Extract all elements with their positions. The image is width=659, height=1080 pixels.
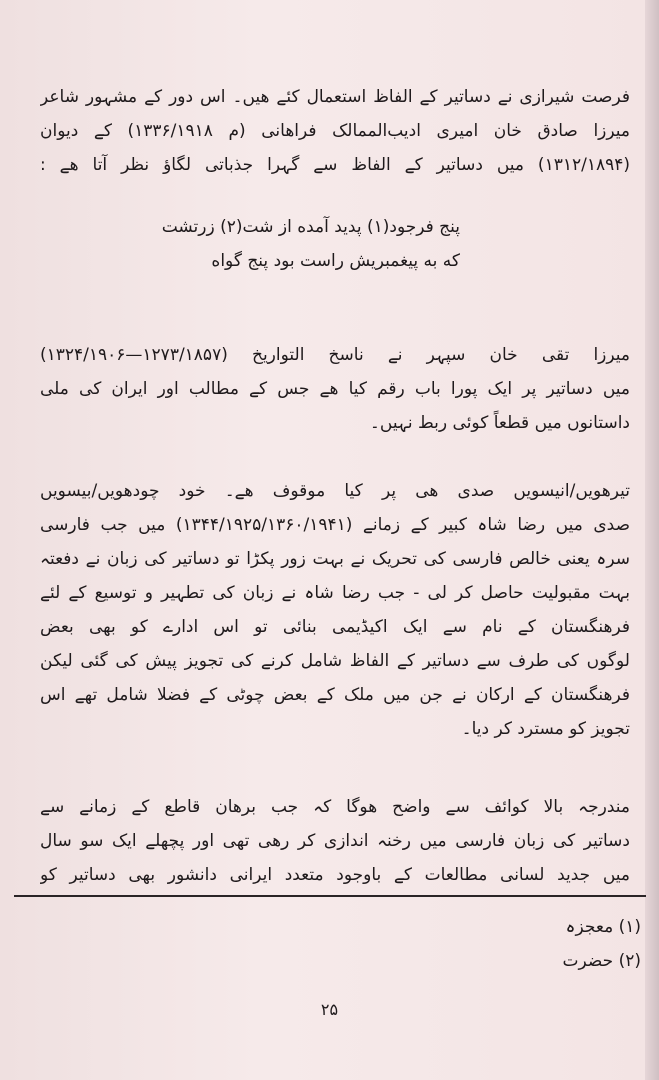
text-line: فرھنگستان کے نام سے ایک اکیڈیمی بنائی تو اس ادارے کو بھی بعض — [40, 617, 630, 637]
text-line: فرصت شیرازی نے دساتیر کے الفاظ استعمال کئے ھیں۔ اس دور کے مشہور شاعر — [40, 87, 630, 107]
text-line: فرھنگستان کے ارکان نے جن میں ملک کے بعض چوٹی کے فضلا شامل تھے اس — [40, 685, 630, 705]
text-line: مندرجہ بالا کوائف سے واضح ھوگا کہ جب برھان قاطع کے زمانے سے — [40, 797, 630, 817]
text-line: دساتیر کی زبان فارسی میں رخنہ اندازی کر رھی تھی اور پچھلے ایک سو سال — [40, 831, 630, 851]
text-line: داستانوں میں قطعاً کوئی ربط نہیں۔ — [369, 413, 630, 433]
text-line: تجویز کو مسترد کر دیا۔ — [461, 719, 630, 739]
paragraph-3 — [40, 474, 630, 746]
text-line: (۱۳۱۲/۱۸۹۴) میں دساتیر کے الفاظ سے گہرا جذباتی لگاؤ نظر آتا ھے : — [40, 155, 630, 175]
paragraph-1 — [40, 80, 630, 182]
footnote: (۱) معجزہ — [565, 917, 641, 937]
verse-line: پنج فرجود(۱) پدید آمده از شت(۲) زرتشت — [161, 217, 460, 237]
text-line: سرہ یعنی خالص فارسی کی تحریک نے بہت زور پکڑا تو دساتیر کی زبان نے دفعتہ — [40, 549, 630, 569]
footnote: (۲) حضرت — [562, 951, 641, 971]
book-spine-shadow — [645, 0, 659, 1080]
text-line: میں جدید لسانی مطالعات کے باوجود متعدد ایرانی دانشور بھی دساتیر کو — [40, 865, 630, 885]
persian-verse — [160, 210, 460, 278]
paragraph-2 — [40, 338, 630, 440]
footnotes — [441, 910, 641, 978]
text-line: لوگوں کی طرف سے دساتیر کے الفاظ شامل کرنے کی تجویز پیش کی گئی لیکن — [40, 651, 630, 671]
text-line: میں دساتیر پر ایک پورا باب رقم کیا ھے جس کے مطالب اور ایران کی ملی — [40, 379, 630, 399]
footnote-divider — [14, 895, 646, 897]
paragraph-4 — [40, 790, 630, 892]
text-line: میرزا تقی خان سپہر نے ناسخ التواریخ (۱۲۷۳/۱۸۵۷—۱۳۲۴/۱۹۰۶) — [40, 345, 630, 365]
verse-line: که به پیغمبریش راست بود پنج گواه — [211, 251, 460, 271]
text-line: میرزا صادق خان امیری ادیب‌الممالک فراھانی (م ۱۳۳۶/۱۹۱۸) کے دیوان — [40, 121, 630, 141]
text-line: صدی میں رضا شاہ کبیر کے زمانے (۱۳۴۴/۱۹۲۵/۱۳۶۰/۱۹۴۱) میں جب فارسی — [40, 515, 630, 535]
text-line: تیرھویں/انیسویں صدی ھی پر کیا موقوف ھے۔ خود چودھویں/بیسویں — [40, 481, 630, 501]
page-number: ۲۵ — [320, 1000, 339, 1019]
text-line: بہت مقبولیت حاصل کر لی - جب رضا شاہ نے زبان کی تطہیر و توسیع کے لئے — [40, 583, 630, 603]
